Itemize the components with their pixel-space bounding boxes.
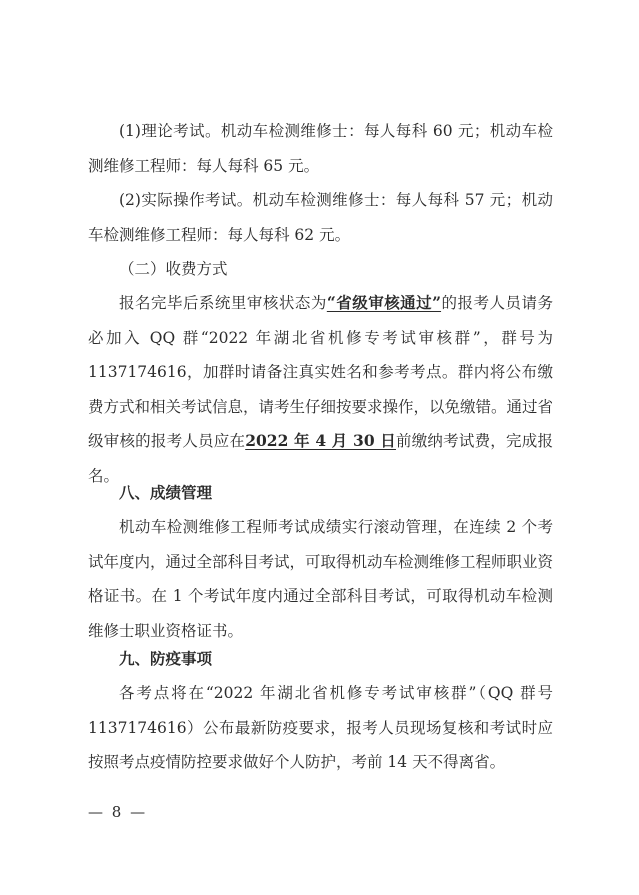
emphasis-review-status: “省级审核通过”: [326, 293, 442, 312]
paragraph-score-management: [88, 510, 553, 648]
text: 八、成绩管理: [119, 484, 213, 502]
text: 各考点将在“2022 年湖北省机修专考试审核群”（QQ 群号 1137174616）公布最新防疫要求，报考人员现场复核和考试时应按照考点疫情防控要求做好个人防护，考前 14 天不得离省。: [88, 684, 553, 771]
paragraph-theory-exam-fee: [88, 114, 553, 183]
text: 九、防疫事项: [119, 650, 213, 668]
paragraph-practical-exam-fee: [88, 183, 553, 252]
text: (2)实际操作考试。机动车检测维修士：每人每科 57 元；机动车检测维修工程师：每人每科 62 元。: [88, 191, 553, 244]
text: 的报考人员请务必加入 QQ 群“2022 年湖北省机修专考试审核群”，群号为 1137174616，加群时请备注真实姓名和参考考点。群内将公布缴费方式和相关考试信息，请考生仔细按要求操作，以免缴错。通过省级审核的报考人员应在: [88, 294, 554, 450]
text: （二）收费方式: [119, 260, 228, 278]
text: 报名完毕后系统里审核状态为: [119, 294, 327, 312]
emphasis-deadline-date: 2022 年 4 月 30 日: [245, 431, 396, 450]
paragraph-epidemic-prevention: [88, 676, 553, 780]
page-number: — 8 —: [88, 803, 148, 821]
section-heading-epidemic-prevention: [88, 642, 553, 677]
text: 机动车检测维修工程师考试成绩实行滚动管理，在连续 2 个考试年度内，通过全部科目考试，可取得机动车检测维修工程师职业资格证书。在 1 个考试年度内通过全部科目考试，可取得机动车检测维修士职业资格证书。: [88, 518, 554, 640]
sub-heading-payment-method: [88, 252, 553, 287]
paragraph-payment-instructions: [88, 286, 553, 493]
text: 前缴纳考试费，完成报名。: [88, 432, 553, 485]
text: (1)理论考试。机动车检测维修士：每人每科 60 元；机动车检测维修工程师：每人每科 65 元。: [88, 122, 553, 175]
section-heading-score-management: [88, 476, 553, 511]
